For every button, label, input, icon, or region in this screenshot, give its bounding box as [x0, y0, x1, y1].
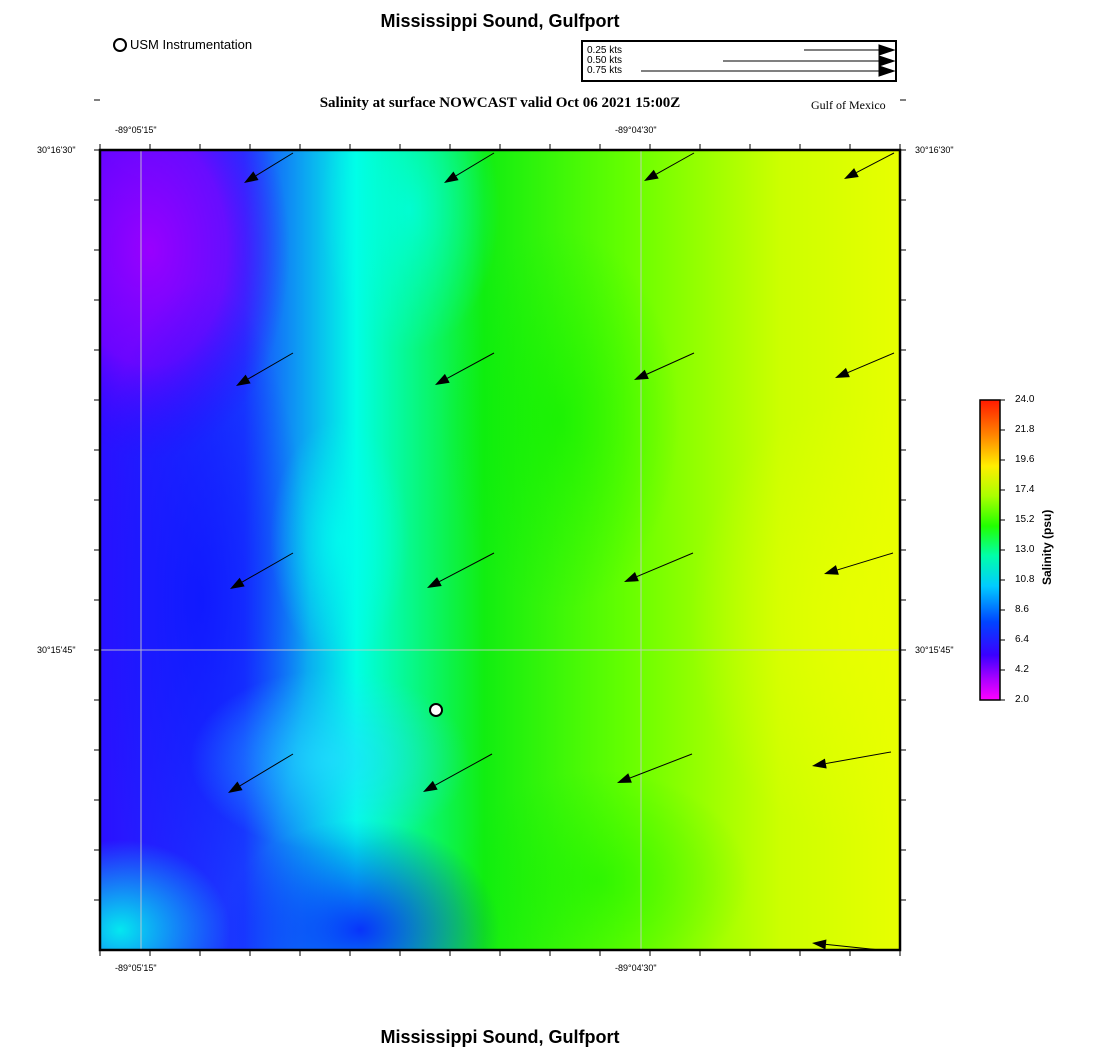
footer-title: Mississippi Sound, Gulfport	[380, 1027, 620, 1047]
colorbar-tick-label: 21.8	[1015, 424, 1035, 435]
colorbar-title: Salinity (psu)	[1040, 509, 1054, 585]
lat-tick-right-2: 30°15'45"	[915, 645, 954, 655]
colorbar-tick-label: 15.2	[1015, 514, 1035, 525]
salinity-field	[10, 40, 1030, 1040]
lat-tick-left-1: 30°16'30"	[37, 145, 76, 155]
colorbar-tick-label: 4.2	[1015, 664, 1029, 675]
colorbar-tick-label: 8.6	[1015, 604, 1029, 615]
colorbar-tick-label: 10.8	[1015, 574, 1035, 585]
speed-label-050: 0.50 kts	[587, 55, 623, 66]
colorbar-tick-label: 17.4	[1015, 484, 1035, 495]
lon-tick-top-1: -89°05'15"	[115, 125, 157, 135]
station-legend-label: USM Instrumentation	[130, 37, 253, 52]
colorbar-tick-label: 2.0	[1015, 694, 1029, 705]
lat-tick-left-2: 30°15'45"	[37, 645, 76, 655]
lon-tick-bottom-2: -89°04'30"	[615, 963, 657, 973]
speed-label-025: 0.25 kts	[587, 45, 623, 56]
lat-tick-right-1: 30°16'30"	[915, 145, 954, 155]
colorbar-tick-label: 13.0	[1015, 544, 1035, 555]
region-label: Gulf of Mexico	[811, 98, 886, 112]
map-subtitle: Salinity at surface NOWCAST valid Oct 06 2021 15:00Z	[319, 95, 681, 111]
colorbar-tick-label: 24.0	[1015, 394, 1035, 405]
usm-station-marker[interactable]	[430, 704, 442, 716]
lon-tick-top-2: -89°04'30"	[615, 125, 657, 135]
speed-label-075: 0.75 kts	[587, 65, 623, 76]
colorbar-tick-label: 6.4	[1015, 634, 1029, 645]
colorbar-tick-label: 19.6	[1015, 454, 1035, 465]
lon-tick-bottom-1: -89°05'15"	[115, 963, 157, 973]
salinity-colorbar	[975, 395, 1045, 710]
map-title: Mississippi Sound, Gulfport	[380, 11, 620, 31]
